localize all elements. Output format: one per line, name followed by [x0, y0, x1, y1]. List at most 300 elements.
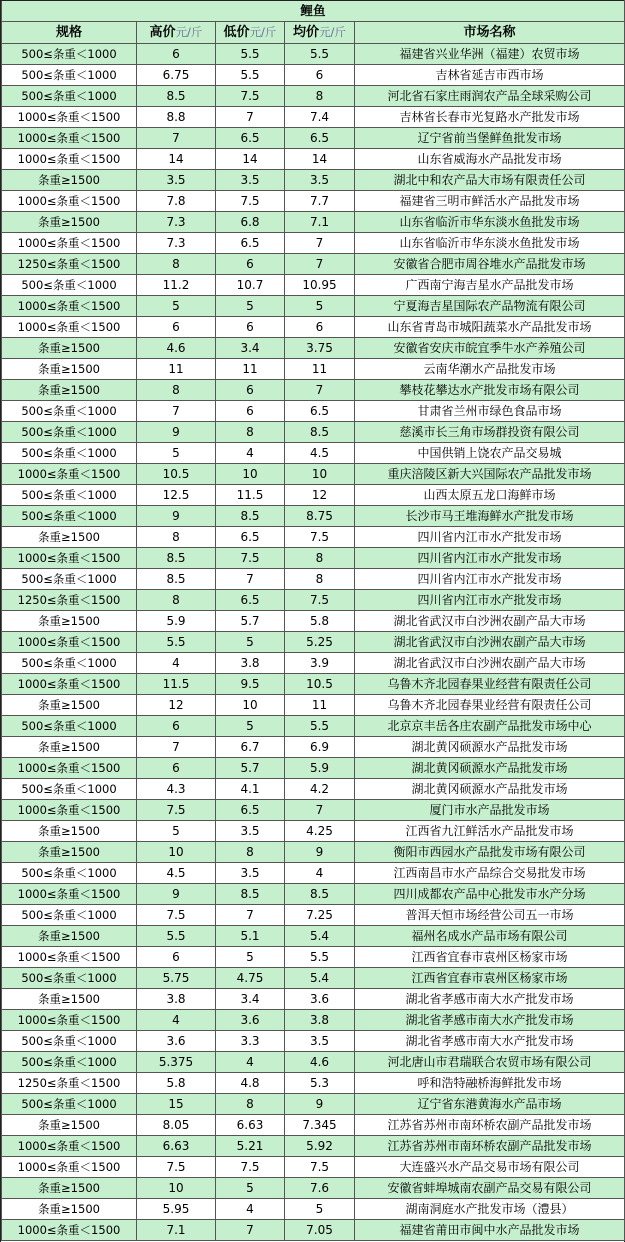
high-price-cell: 6	[137, 317, 216, 338]
avg-price-cell: 7.05	[285, 1220, 355, 1241]
table-row	[2, 128, 625, 149]
avg-price-cell: 5.9	[285, 758, 355, 779]
low-price-cell: 5.1	[216, 926, 285, 947]
table-row	[2, 1031, 625, 1052]
low-price-cell: 5.7	[216, 758, 285, 779]
grade-cell: 500≤条重＜1000	[2, 485, 137, 506]
grade-cell: 500≤条重＜1000	[2, 506, 137, 527]
market-cell: 山西太原五龙口海鲜市场	[355, 485, 625, 506]
low-price-cell: 7	[216, 107, 285, 128]
header-avg-unit: 元/斤	[319, 25, 346, 39]
header-row	[2, 22, 625, 44]
high-price-cell: 10	[137, 1178, 216, 1199]
low-price-cell: 5	[216, 1178, 285, 1199]
market-cell: 河北唐山市君瑞联合农贸市场有限公司	[355, 1052, 625, 1073]
low-price-cell: 3.3	[216, 1031, 285, 1052]
avg-price-cell: 14	[285, 149, 355, 170]
market-cell: 吉林省长春市光复路水产批发市场	[355, 107, 625, 128]
grade-cell: 条重≥1500	[2, 1115, 137, 1136]
market-cell: 攀枝花攀达水产批发市场有限公司	[355, 380, 625, 401]
avg-price-cell: 7.4	[285, 107, 355, 128]
header-market: 市场名称	[355, 22, 625, 44]
table-row	[2, 716, 625, 737]
high-price-cell: 12	[137, 695, 216, 716]
avg-price-cell: 9	[285, 842, 355, 863]
low-price-cell: 5.5	[216, 44, 285, 65]
market-cell: 厦门市水产品批发市场	[355, 800, 625, 821]
high-price-cell: 5	[137, 821, 216, 842]
avg-price-cell: 4.25	[285, 821, 355, 842]
low-price-cell: 7	[216, 569, 285, 590]
high-price-cell: 6.63	[137, 1136, 216, 1157]
avg-price-cell: 8.75	[285, 506, 355, 527]
grade-cell: 1000≤条重＜1500	[2, 107, 137, 128]
table-row	[2, 44, 625, 65]
grade-cell: 1250≤条重＜1500	[2, 1073, 137, 1094]
avg-price-cell: 8.5	[285, 884, 355, 905]
low-price-cell: 10.7	[216, 275, 285, 296]
table-row	[2, 359, 625, 380]
table-row	[2, 968, 625, 989]
market-cell: 江苏省苏州市南环桥农副产品批发市场	[355, 1136, 625, 1157]
grade-cell: 1000≤条重＜1500	[2, 758, 137, 779]
high-price-cell: 7.5	[137, 905, 216, 926]
table-row	[2, 842, 625, 863]
high-price-cell: 7.3	[137, 212, 216, 233]
table-row	[2, 338, 625, 359]
grade-cell: 条重≥1500	[2, 926, 137, 947]
grade-cell: 条重≥1500	[2, 212, 137, 233]
header-high-label: 高价	[149, 25, 176, 40]
market-cell: 江西省九江鲜活水产品批发市场	[355, 821, 625, 842]
low-price-cell: 5	[216, 716, 285, 737]
low-price-cell: 5	[216, 947, 285, 968]
low-price-cell: 6.5	[216, 590, 285, 611]
header-high	[137, 22, 216, 44]
market-cell: 辽宁省前当堡鲜鱼批发市场	[355, 128, 625, 149]
grade-cell: 条重≥1500	[2, 989, 137, 1010]
grade-cell: 1000≤条重＜1500	[2, 1136, 137, 1157]
low-price-cell: 6.5	[216, 233, 285, 254]
low-price-cell: 7.5	[216, 548, 285, 569]
market-cell: 广西南宁海吉星水产品批发市场	[355, 275, 625, 296]
high-price-cell: 8.05	[137, 1115, 216, 1136]
avg-price-cell: 4	[285, 863, 355, 884]
grade-cell: 1250≤条重＜1500	[2, 254, 137, 275]
avg-price-cell: 6.5	[285, 128, 355, 149]
table-row	[2, 506, 625, 527]
grade-cell: 500≤条重＜1000	[2, 653, 137, 674]
low-price-cell: 8.5	[216, 884, 285, 905]
table-row	[2, 464, 625, 485]
high-price-cell: 3.5	[137, 170, 216, 191]
market-cell: 福建省莆田市闽中水产品批发市场	[355, 1220, 625, 1241]
grade-cell: 500≤条重＜1000	[2, 275, 137, 296]
high-price-cell: 6.75	[137, 65, 216, 86]
table-row	[2, 569, 625, 590]
table-row	[2, 380, 625, 401]
high-price-cell: 10.5	[137, 464, 216, 485]
table-row	[2, 926, 625, 947]
market-cell: 湖北黄冈硕源水产品批发市场	[355, 758, 625, 779]
low-price-cell: 6.5	[216, 128, 285, 149]
avg-price-cell: 8.5	[285, 422, 355, 443]
market-cell: 江西南昌市水产品综合交易批发市场	[355, 863, 625, 884]
low-price-cell: 6	[216, 317, 285, 338]
grade-cell: 1000≤条重＜1500	[2, 1220, 137, 1241]
table-row	[2, 800, 625, 821]
avg-price-cell: 6	[285, 317, 355, 338]
high-price-cell: 4.5	[137, 863, 216, 884]
low-price-cell: 7.5	[216, 86, 285, 107]
table-row	[2, 149, 625, 170]
table-row	[2, 821, 625, 842]
table-row	[2, 590, 625, 611]
avg-price-cell: 11	[285, 695, 355, 716]
table-row	[2, 485, 625, 506]
table-row	[2, 695, 625, 716]
grade-cell: 条重≥1500	[2, 737, 137, 758]
high-price-cell: 4.6	[137, 338, 216, 359]
grade-cell: 1000≤条重＜1500	[2, 233, 137, 254]
table-row	[2, 1094, 625, 1115]
high-price-cell: 4	[137, 653, 216, 674]
market-cell: 普洱天恒市场经营公司五一市场	[355, 905, 625, 926]
table-row	[2, 191, 625, 212]
table-row	[2, 65, 625, 86]
avg-price-cell: 3.5	[285, 170, 355, 191]
high-price-cell: 8	[137, 254, 216, 275]
grade-cell: 条重≥1500	[2, 1199, 137, 1220]
grade-cell: 1000≤条重＜1500	[2, 296, 137, 317]
market-cell: 安徽省蚌埠城南农副产品交易有限公司	[355, 1178, 625, 1199]
table-row	[2, 1115, 625, 1136]
high-price-cell: 5.95	[137, 1199, 216, 1220]
grade-cell: 500≤条重＜1000	[2, 44, 137, 65]
high-price-cell: 8.5	[137, 569, 216, 590]
high-price-cell: 9	[137, 884, 216, 905]
low-price-cell: 6.8	[216, 212, 285, 233]
market-cell: 四川省内江市水产批发市场	[355, 548, 625, 569]
grade-cell: 500≤条重＜1000	[2, 716, 137, 737]
market-cell: 吉林省延吉市西市场	[355, 65, 625, 86]
high-price-cell: 7	[137, 737, 216, 758]
table-row	[2, 905, 625, 926]
high-price-cell: 11.5	[137, 674, 216, 695]
avg-price-cell: 5.3	[285, 1073, 355, 1094]
low-price-cell: 7.5	[216, 1157, 285, 1178]
avg-price-cell: 7	[285, 254, 355, 275]
market-cell: 河北省石家庄雨润农产品全球采购公司	[355, 86, 625, 107]
avg-price-cell: 7.7	[285, 191, 355, 212]
high-price-cell: 11.2	[137, 275, 216, 296]
table-row	[2, 947, 625, 968]
table-row	[2, 1136, 625, 1157]
avg-price-cell: 10.5	[285, 674, 355, 695]
high-price-cell: 7.3	[137, 233, 216, 254]
price-table	[1, 0, 625, 1241]
low-price-cell: 4	[216, 1199, 285, 1220]
high-price-cell: 5.375	[137, 1052, 216, 1073]
grade-cell: 1000≤条重＜1500	[2, 464, 137, 485]
avg-price-cell: 5.5	[285, 947, 355, 968]
table-row	[2, 989, 625, 1010]
grade-cell: 500≤条重＜1000	[2, 65, 137, 86]
table-row	[2, 1073, 625, 1094]
avg-price-cell: 4.6	[285, 1052, 355, 1073]
low-price-cell: 3.5	[216, 863, 285, 884]
market-cell: 云南华潮水产品批发市场	[355, 359, 625, 380]
grade-cell: 条重≥1500	[2, 359, 137, 380]
low-price-cell: 5.7	[216, 611, 285, 632]
low-price-cell: 6.63	[216, 1115, 285, 1136]
high-price-cell: 5.5	[137, 926, 216, 947]
market-cell: 山东省威海水产品批发市场	[355, 149, 625, 170]
grade-cell: 1000≤条重＜1500	[2, 1157, 137, 1178]
market-cell: 慈溪市长三角市场群投资有限公司	[355, 422, 625, 443]
avg-price-cell: 5	[285, 1199, 355, 1220]
market-cell: 衡阳市西园水产品批发市场有限公司	[355, 842, 625, 863]
low-price-cell: 10	[216, 464, 285, 485]
grade-cell: 500≤条重＜1000	[2, 1052, 137, 1073]
table-row	[2, 884, 625, 905]
table-row	[2, 212, 625, 233]
avg-price-cell: 11	[285, 359, 355, 380]
avg-price-cell: 7.5	[285, 590, 355, 611]
low-price-cell: 4.1	[216, 779, 285, 800]
avg-price-cell: 6.9	[285, 737, 355, 758]
grade-cell: 1250≤条重＜1500	[2, 590, 137, 611]
table-row	[2, 401, 625, 422]
market-cell: 辽宁省东港黄海水产品市场	[355, 1094, 625, 1115]
market-cell: 湖北黄冈硕源水产品批发市场	[355, 779, 625, 800]
avg-price-cell: 7.345	[285, 1115, 355, 1136]
avg-price-cell: 5.92	[285, 1136, 355, 1157]
low-price-cell: 5	[216, 632, 285, 653]
table-row	[2, 275, 625, 296]
market-cell: 重庆涪陵区新大兴国际农产品批发市场	[355, 464, 625, 485]
high-price-cell: 3.6	[137, 1031, 216, 1052]
avg-price-cell: 5.5	[285, 44, 355, 65]
grade-cell: 条重≥1500	[2, 842, 137, 863]
market-cell: 福建省三明市鲜活水产品批发市场	[355, 191, 625, 212]
table-row	[2, 422, 625, 443]
table-row	[2, 1010, 625, 1031]
avg-price-cell: 7	[285, 800, 355, 821]
high-price-cell: 12.5	[137, 485, 216, 506]
low-price-cell: 8.5	[216, 506, 285, 527]
table-row	[2, 86, 625, 107]
grade-cell: 500≤条重＜1000	[2, 443, 137, 464]
high-price-cell: 3.8	[137, 989, 216, 1010]
low-price-cell: 7.5	[216, 191, 285, 212]
high-price-cell: 8	[137, 527, 216, 548]
grade-cell: 条重≥1500	[2, 1178, 137, 1199]
avg-price-cell: 3.8	[285, 1010, 355, 1031]
market-cell: 呼和浩特融桥海鲜批发市场	[355, 1073, 625, 1094]
high-price-cell: 8.5	[137, 86, 216, 107]
grade-cell: 1000≤条重＜1500	[2, 800, 137, 821]
avg-price-cell: 10	[285, 464, 355, 485]
table-row	[2, 1157, 625, 1178]
low-price-cell: 11.5	[216, 485, 285, 506]
high-price-cell: 6	[137, 758, 216, 779]
grade-cell: 500≤条重＜1000	[2, 1094, 137, 1115]
market-cell: 乌鲁木齐北园春果业经营有限责任公司	[355, 695, 625, 716]
avg-price-cell: 6	[285, 65, 355, 86]
header-high-unit: 元/斤	[175, 25, 203, 39]
table-row	[2, 674, 625, 695]
avg-price-cell: 5.25	[285, 632, 355, 653]
low-price-cell: 4	[216, 443, 285, 464]
high-price-cell: 5	[137, 296, 216, 317]
avg-price-cell: 9	[285, 1094, 355, 1115]
table-row	[2, 170, 625, 191]
market-cell: 乌鲁木齐北园春果业经营有限责任公司	[355, 674, 625, 695]
market-cell: 大连盛兴水产品交易市场有限公司	[355, 1157, 625, 1178]
market-cell: 北京京丰岳各庄农副产品批发市场中心	[355, 716, 625, 737]
high-price-cell: 4	[137, 1010, 216, 1031]
market-cell: 湖北省武汉市白沙洲农副产品大市场	[355, 611, 625, 632]
table-row	[2, 737, 625, 758]
market-cell: 福州名成水产品市场有限公司	[355, 926, 625, 947]
grade-cell: 1000≤条重＜1500	[2, 947, 137, 968]
market-cell: 湖北省孝感市南大水产批发市场	[355, 1010, 625, 1031]
avg-price-cell: 4.5	[285, 443, 355, 464]
low-price-cell: 3.5	[216, 170, 285, 191]
market-cell: 江西省宜春市袁州区杨家市场	[355, 968, 625, 989]
avg-price-cell: 7.25	[285, 905, 355, 926]
high-price-cell: 8	[137, 590, 216, 611]
table-row	[2, 1199, 625, 1220]
grade-cell: 1000≤条重＜1500	[2, 548, 137, 569]
high-price-cell: 5.8	[137, 1073, 216, 1094]
table-title: 鲤鱼	[2, 1, 625, 22]
high-price-cell: 8	[137, 380, 216, 401]
market-cell: 四川省内江市水产批发市场	[355, 569, 625, 590]
table-row	[2, 296, 625, 317]
grade-cell: 1000≤条重＜1500	[2, 317, 137, 338]
grade-cell: 1000≤条重＜1500	[2, 632, 137, 653]
high-price-cell: 14	[137, 149, 216, 170]
grade-cell: 1000≤条重＜1500	[2, 128, 137, 149]
avg-price-cell: 3.75	[285, 338, 355, 359]
grade-cell: 1000≤条重＜1500	[2, 1010, 137, 1031]
title-row	[2, 1, 625, 22]
grade-cell: 500≤条重＜1000	[2, 968, 137, 989]
market-cell: 湖北黄冈硕源水产品批发市场	[355, 737, 625, 758]
high-price-cell: 5.9	[137, 611, 216, 632]
market-cell: 四川成都农产品中心批发市水产分场	[355, 884, 625, 905]
low-price-cell: 3.4	[216, 338, 285, 359]
grade-cell: 条重≥1500	[2, 380, 137, 401]
avg-price-cell: 5	[285, 296, 355, 317]
high-price-cell: 8.5	[137, 548, 216, 569]
high-price-cell: 5.75	[137, 968, 216, 989]
market-cell: 甘肃省兰州市绿色食品市场	[355, 401, 625, 422]
table-row	[2, 233, 625, 254]
grade-cell: 500≤条重＜1000	[2, 401, 137, 422]
low-price-cell: 5.5	[216, 65, 285, 86]
grade-cell: 条重≥1500	[2, 821, 137, 842]
grade-cell: 1000≤条重＜1500	[2, 191, 137, 212]
market-cell: 长沙市马王堆海鲜水产批发市场	[355, 506, 625, 527]
low-price-cell: 4.75	[216, 968, 285, 989]
grade-cell: 500≤条重＜1000	[2, 422, 137, 443]
high-price-cell: 6	[137, 947, 216, 968]
avg-price-cell: 3.6	[285, 989, 355, 1010]
avg-price-cell: 7.1	[285, 212, 355, 233]
high-price-cell: 7.8	[137, 191, 216, 212]
low-price-cell: 7	[216, 905, 285, 926]
low-price-cell: 6	[216, 380, 285, 401]
grade-cell: 条重≥1500	[2, 695, 137, 716]
avg-price-cell: 6.5	[285, 401, 355, 422]
avg-price-cell: 3.9	[285, 653, 355, 674]
high-price-cell: 5	[137, 443, 216, 464]
header-avg	[285, 22, 355, 44]
avg-price-cell: 5.4	[285, 926, 355, 947]
avg-price-cell: 5.5	[285, 716, 355, 737]
market-cell: 湖北省孝感市南大水产批发市场	[355, 989, 625, 1010]
high-price-cell: 4.3	[137, 779, 216, 800]
table-row	[2, 863, 625, 884]
low-price-cell: 14	[216, 149, 285, 170]
high-price-cell: 11	[137, 359, 216, 380]
low-price-cell: 6.5	[216, 800, 285, 821]
avg-price-cell: 8	[285, 86, 355, 107]
table-body	[2, 44, 625, 1241]
low-price-cell: 5	[216, 296, 285, 317]
low-price-cell: 8	[216, 842, 285, 863]
high-price-cell: 7	[137, 128, 216, 149]
market-cell: 山东省临沂市华东淡水鱼批发市场	[355, 233, 625, 254]
low-price-cell: 10	[216, 695, 285, 716]
high-price-cell: 15	[137, 1094, 216, 1115]
grade-cell: 1000≤条重＜1500	[2, 884, 137, 905]
low-price-cell: 3.4	[216, 989, 285, 1010]
table-row	[2, 1052, 625, 1073]
avg-price-cell: 4.2	[285, 779, 355, 800]
low-price-cell: 3.5	[216, 821, 285, 842]
market-cell: 安徽省合肥市周谷堆水产品批发市场	[355, 254, 625, 275]
high-price-cell: 9	[137, 506, 216, 527]
low-price-cell: 7	[216, 1220, 285, 1241]
market-cell: 山东省青岛市城阳蔬菜水产品批发市场	[355, 317, 625, 338]
market-cell: 山东省临沂市华东淡水鱼批发市场	[355, 212, 625, 233]
header-low-label: 低价	[223, 25, 250, 40]
grade-cell: 条重≥1500	[2, 170, 137, 191]
grade-cell: 条重≥1500	[2, 338, 137, 359]
avg-price-cell: 7.5	[285, 527, 355, 548]
table-row	[2, 611, 625, 632]
market-cell: 四川省内江市水产批发市场	[355, 527, 625, 548]
avg-price-cell: 5.4	[285, 968, 355, 989]
market-cell: 湖南洞庭水产批发市场（澧县）	[355, 1199, 625, 1220]
low-price-cell: 9.5	[216, 674, 285, 695]
grade-cell: 500≤条重＜1000	[2, 905, 137, 926]
high-price-cell: 10	[137, 842, 216, 863]
low-price-cell: 6.5	[216, 527, 285, 548]
table-row	[2, 548, 625, 569]
low-price-cell: 6	[216, 401, 285, 422]
low-price-cell: 8	[216, 1094, 285, 1115]
avg-price-cell: 7	[285, 233, 355, 254]
avg-price-cell: 7	[285, 380, 355, 401]
table-row	[2, 779, 625, 800]
table-row	[2, 758, 625, 779]
high-price-cell: 7.1	[137, 1220, 216, 1241]
